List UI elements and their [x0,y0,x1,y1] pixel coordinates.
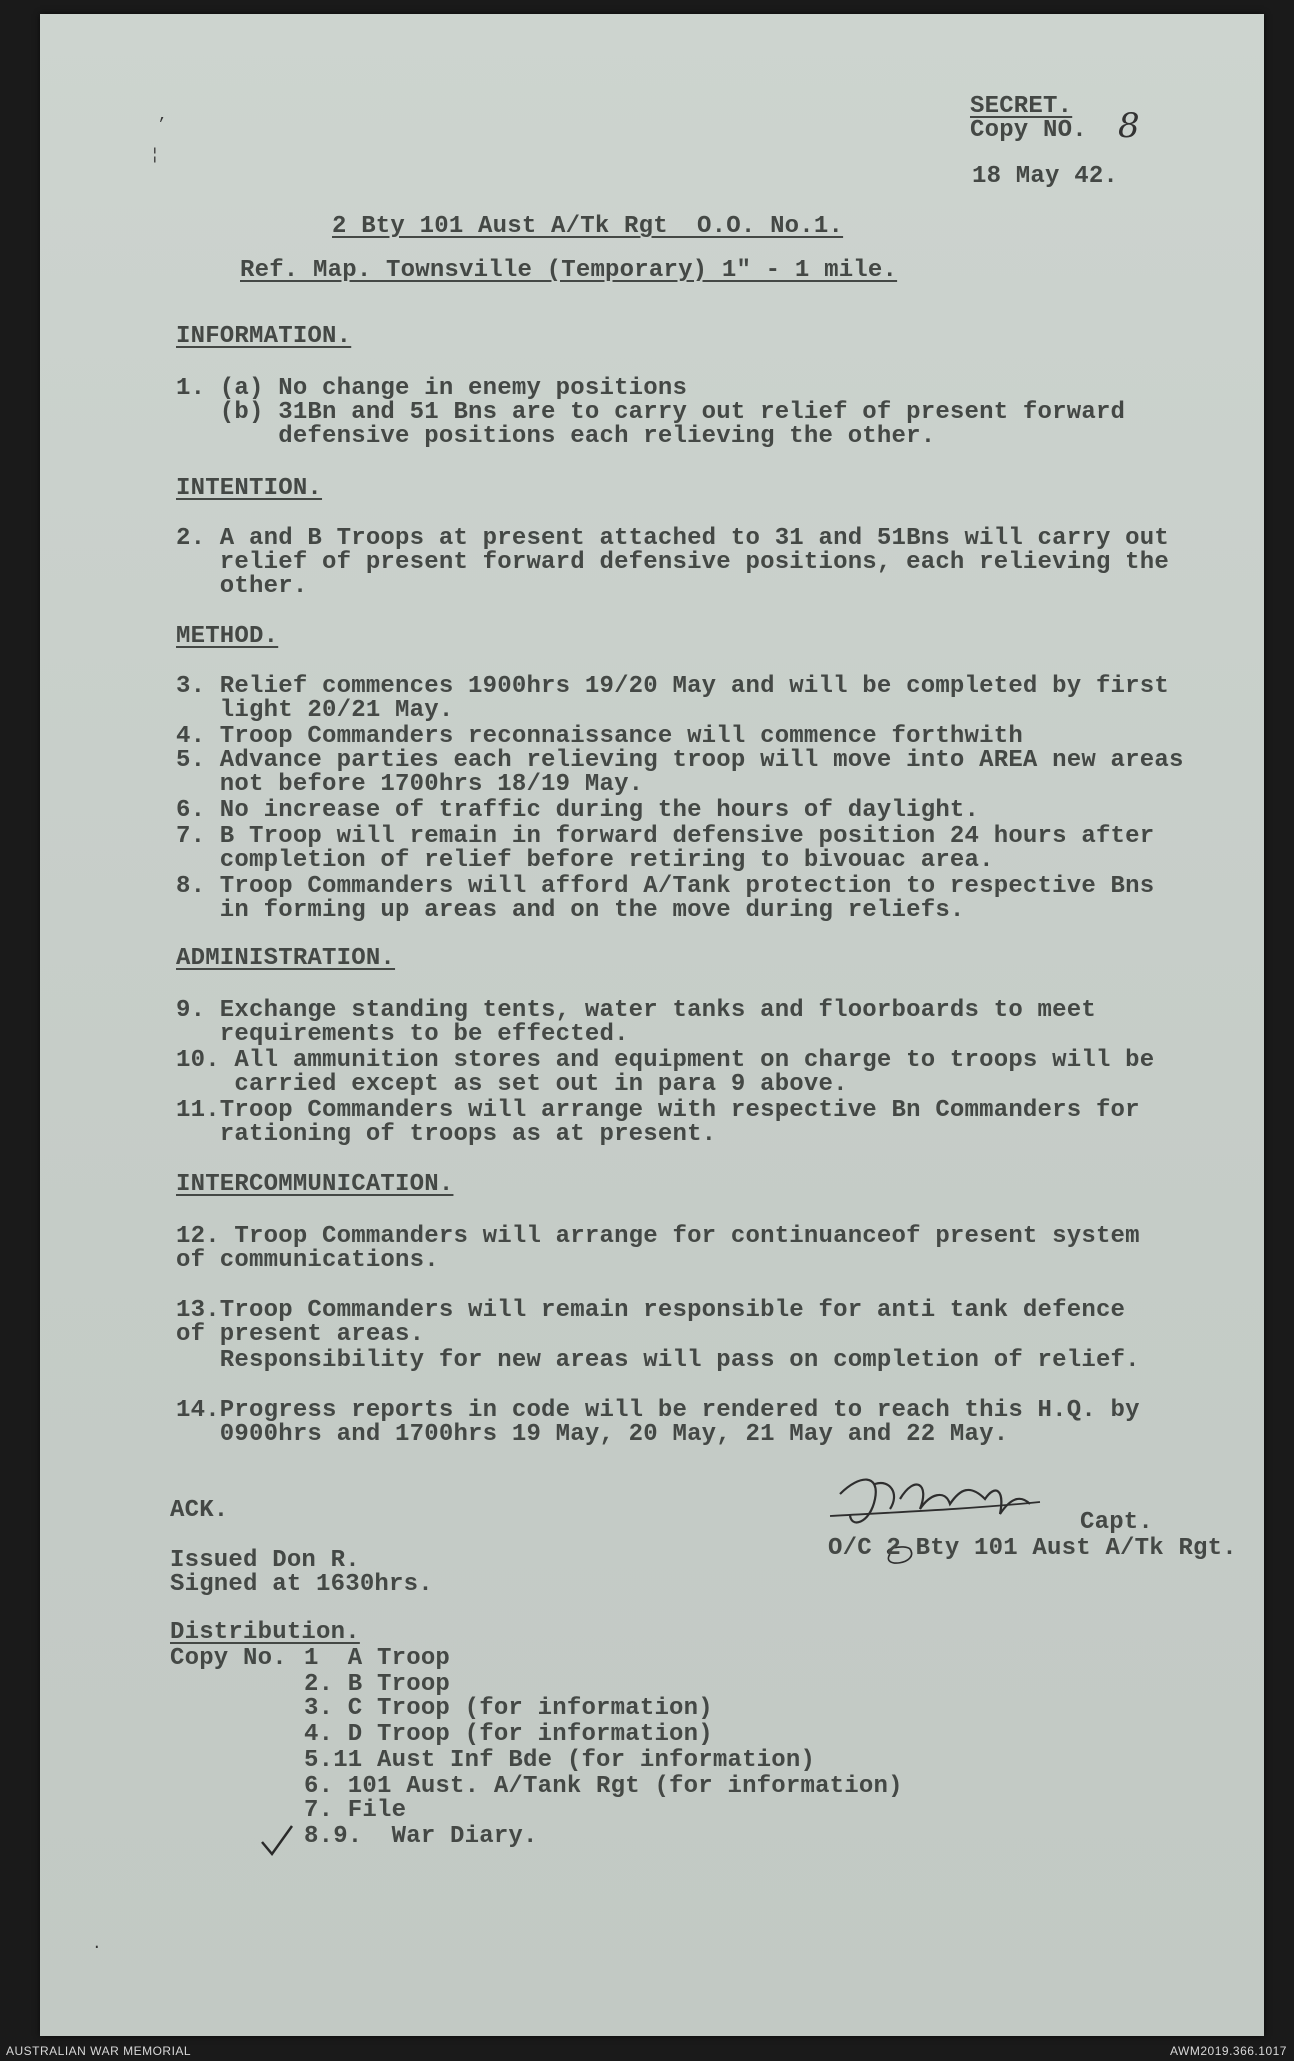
document-page [40,14,1264,2036]
section-heading-method: METHOD. [176,623,279,650]
distribution-item: 8.9. War Diary. [304,1823,538,1850]
signed-time: Signed at 1630hrs. [170,1571,433,1598]
signatory-rank: Capt. [1080,1509,1154,1536]
distribution-heading: Distribution. [170,1619,360,1646]
text-line: 5. Advance parties each relieving troop will move into AREA new areas [176,747,1184,774]
ack-label: ACK. [170,1497,229,1524]
distribution-copy-label: Copy No. [170,1645,287,1672]
distribution-item: 7. File [304,1797,407,1824]
text-line: completion of relief before retiring to bivouac area. [176,847,994,874]
margin-mark-icon: , [158,106,168,124]
secret-label: SECRET. [970,93,1073,120]
section-heading-intention: INTENTION. [176,475,323,502]
document-date: 18 May 42. [972,163,1119,190]
distribution-item: 2. B Troop [304,1671,451,1698]
text-line: 14.Progress reports in code will be rendered to reach this H.Q. by [176,1397,1140,1424]
issued-by: Issued Don R. [170,1547,360,1574]
text-line: 6. No increase of traffic during the hours of daylight. [176,797,980,824]
checkmark-icon [258,1824,298,1858]
text-line: 1. (a) No change in enemy positions [176,375,688,402]
text-line: not before 1700hrs 18/19 May. [176,771,644,798]
order-title: 2 Bty 101 Aust A/Tk Rgt O.O. No.1. [332,213,844,240]
section-heading-intercommunication: INTERCOMMUNICATION. [176,1171,454,1198]
distribution-item: 4. D Troop (for information) [304,1721,713,1748]
text-line: defensive positions each relieving the other. [176,423,936,450]
signatory-appointment: O/C 2 Bty 101 Aust A/Tk Rgt. [828,1535,1237,1562]
text-line: of present areas. [176,1321,425,1348]
text-line: 9. Exchange standing tents, water tanks and floorboards to meet [176,997,1096,1024]
margin-mark-icon: · [92,1938,102,1956]
text-line: other. [176,573,308,600]
text-line: 2. A and B Troops at present attached to 31 and 51Bns will carry out [176,525,1169,552]
text-line: requirements to be effected. [176,1021,629,1048]
text-line: (b) 31Bn and 51 Bns are to carry out relief of present forward [176,399,1126,426]
distribution-item: 3. C Troop (for information) [304,1695,713,1722]
text-line: in forming up areas and on the move during reliefs. [176,897,965,924]
handwritten-copy-number: 8 [1118,106,1140,146]
distribution-item: 1 A Troop [304,1645,451,1672]
copy-number-label: Copy NO. [970,117,1087,144]
text-line: Responsibility for new areas will pass on completion of relief. [176,1347,1140,1374]
text-line: rationing of troops as at present. [176,1121,717,1148]
text-line: 4. Troop Commanders reconnaissance will commence forthwith [176,723,1023,750]
map-reference: Ref. Map. Townsville (Temporary) 1" - 1 mile. [240,257,898,284]
distribution-item: 6. 101 Aust. A/Tank Rgt (for information) [304,1773,903,1800]
text-line: 8. Troop Commanders will afford A/Tank protection to respective Bns [176,873,1155,900]
footer-accession-number: AWM2019.366.1017 [1170,2044,1287,2058]
distribution-item: 5.11 Aust Inf Bde (for information) [304,1747,816,1774]
section-heading-information: INFORMATION. [176,323,352,350]
text-line: 12. Troop Commanders will arrange for continuanceof present system [176,1223,1140,1250]
text-line: relief of present forward defensive positions, each relieving the [176,549,1169,576]
text-line: of communications. [176,1247,439,1274]
text-line: 3. Relief commences 1900hrs 19/20 May and will be completed by first [176,673,1169,700]
text-line: 10. All ammunition stores and equipment on charge to troops will be [176,1047,1155,1074]
text-line: light 20/21 May. [176,697,454,724]
text-line: 0900hrs and 1700hrs 19 May, 20 May, 21 May and 22 May. [176,1421,1009,1448]
text-line: 11.Troop Commanders will arrange with respective Bn Commanders for [176,1097,1140,1124]
footer-credit: AUSTRALIAN WAR MEMORIAL [6,2044,192,2058]
section-heading-administration: ADMINISTRATION. [176,945,396,972]
text-line: 13.Troop Commanders will remain responsible for anti tank defence [176,1297,1126,1324]
text-line: carried except as set out in para 9 above. [176,1071,848,1098]
margin-mark-icon: ¦ [150,146,160,164]
text-line: 7. B Troop will remain in forward defensive position 24 hours after [176,823,1155,850]
